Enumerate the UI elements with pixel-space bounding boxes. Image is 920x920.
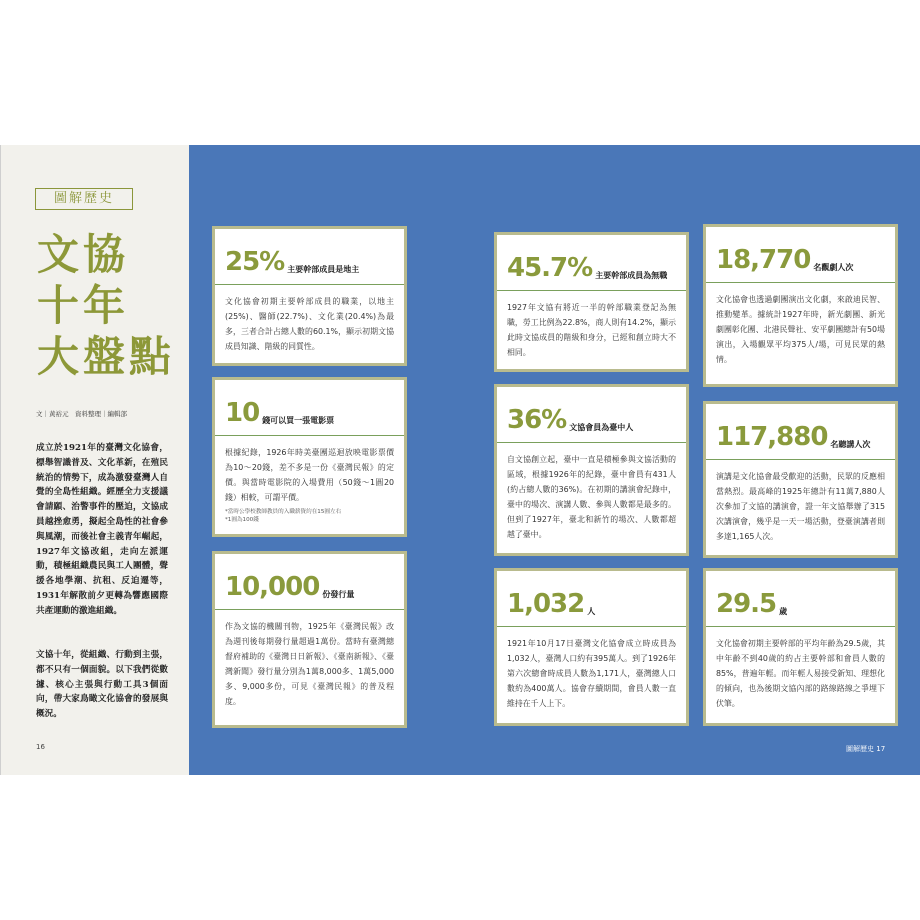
stat-description: 根據紀錄，1926年時美臺團巡迴放映電影票價為10～20錢，差不多是一份《臺灣民報》的定價。與當時電影院的入場費用（50錢～1圓20錢）相較，可謂平價。	[225, 448, 394, 502]
card-header	[497, 235, 686, 291]
stat-number: 36%	[507, 405, 567, 435]
stat-label: 歲	[779, 607, 788, 616]
stat-label: 主要幹部成員是地主	[287, 265, 360, 274]
stat-description: 1927年文協有將近一半的幹部職業登記為無職，勞工比例為22.8%，商人則有14.2%，顯示此時文協成員的階級和身分，已經和創立時大不相同。	[507, 303, 676, 357]
page-title: 文協數據	[206, 26, 378, 73]
stat-description: 1921年10月17日臺灣文化協會成立時成員為1,032人，臺灣人口約有395萬人。到了1926年第六次總會時成員人數為1,171人，臺灣總人口數約為400萬人。協會存續期間，會員人數一直維持在千人上下。	[507, 639, 676, 708]
stat-card-theatre	[703, 224, 898, 387]
card-header	[215, 229, 404, 285]
card-header	[497, 387, 686, 443]
card-header	[706, 227, 895, 283]
stat-label: 人	[587, 607, 596, 616]
intro-paragraph-2: 文協十年，從組織、行動到主張，都不只有一個面貌。以下我們從數據、核心主張與行動工具3個面向，帶大家鳥瞰文化協會的發展與概況。	[36, 650, 168, 720]
card-header	[215, 554, 404, 610]
title-line-1: 文協	[37, 230, 130, 279]
stat-description: 文化協會初期主要幹部成員的職業，以地主(25%)、醫師(22.7%)、文化業(20.4%)為最多，三者合計占總人數的60.1%，顯示初期文協成員知識、階級的同質性。	[225, 297, 394, 351]
footer-section: 圖解歷史	[846, 745, 874, 753]
stat-card-age	[703, 568, 898, 726]
stat-number: 45.7%	[507, 253, 593, 283]
stat-description-wrap	[225, 445, 394, 524]
stat-description: 自文協創立起，臺中一直是積極參與文協活動的區域，根據1926年的紀錄，臺中會員有431人(約占總人數的36%)。在初期的講演會紀錄中，臺中的場次、演講人數、參與人數都是最多的。但到了1927年，臺北和新竹的場次、人數都超越了臺中。	[507, 455, 676, 539]
stat-label: 文協會員為臺中人	[569, 423, 634, 432]
stat-description: 演講是文化協會最受歡迎的活動，民眾的反應相當熱烈。最高峰的1925年總計有11萬7,880人次參加了文協的講演會，證一年文協舉辦了315次講演會，幾乎是一天一場活動，登臺演講者則多達1,165人次。	[716, 472, 885, 541]
stat-description: 文化協會也透過劇團演出文化劇，來啟迪民智、推動變革。據統計1927年時，新光劇團、新光劇團彰化團、北港民聲社、安平劇團總計有50場演出，入場觀眾平均375人/場，可見民眾的熱情。	[716, 295, 885, 364]
stat-footnote-2: *1圓為100錢	[225, 517, 259, 523]
stat-card-circulation	[212, 551, 407, 728]
stat-label: 名聽講人次	[830, 440, 871, 449]
card-header	[706, 571, 895, 627]
stat-description: 文化協會初期主要幹部的平均年齡為29.5歲，其中年齡不到40歲的約占主要幹部和會員人數的85%，普遍年輕。而年輕人易接受新知、理想化的傾向，也為後期文協內部的路線路線之爭埋下伏筆。	[716, 639, 885, 708]
stat-label: 名觀劇人次	[813, 263, 854, 272]
stat-label: 主要幹部成員為無職	[595, 271, 668, 280]
intro-paragraph-1: 成立於1921年的臺灣文化協會，標舉智識普及、文化革新，在殖民統治的情勢下，成為激發臺灣人自覺的全島性組織。經歷全力支援議會請願、治警事件的壓迫，文協成員越挫愈勇，擬起全島性的社會參與風潮，而後社會主義青年崛起，1927年文協改組，走向左派運動，積極組織農民與工人團體，聲援各地學潮、抗租、反迫遷等，1931年解散前夕更轉為響應國際共產運動的激進組織。	[36, 443, 168, 616]
stat-card-movie-ticket	[212, 377, 407, 537]
author-credits: 文｜黃裕元 資料整理｜編輯部	[36, 410, 127, 418]
stat-number: 10	[225, 398, 260, 428]
card-header	[497, 571, 686, 627]
stat-card-lectures	[703, 401, 898, 558]
stat-number: 25%	[225, 247, 285, 277]
left-page	[0, 145, 189, 775]
stat-card-members	[494, 568, 689, 726]
stat-label: 錢可以買一張電影票	[262, 416, 335, 425]
right-page-footer	[846, 744, 885, 754]
stat-footnote-1: *當時公學校教師教員的入職薪資約在15圓左右	[225, 509, 342, 515]
stat-number: 10,000	[225, 572, 320, 602]
stat-card-landlords	[212, 226, 407, 366]
left-page-number: 16	[36, 743, 45, 751]
stat-number: 18,770	[716, 245, 811, 275]
feature-title	[37, 229, 187, 382]
page-intro: 100年前文協正活躍時，知名度究竟如何？舉辦的活動、發行的刊物，能發揮多少影響力呢？或許可以從一些數據入門來窺察，不過，目前關於文協的數據，多是出自於警務機關，也就是當時統治們為眼中盯的執政者的統計。	[556, 32, 907, 69]
stat-card-taichung	[494, 384, 689, 556]
stat-label: 份發行量	[322, 590, 355, 599]
stat-description: 作為文協的機關刊物，1925年《臺灣民報》改為週刊後每期發行量超過1萬份。當時有臺灣總督府補助的《臺灣日日新報》、《臺南新報》、《臺灣新聞》發行量分別為1萬8,000多、1萬5,000多、9,000多份，可見《臺灣民報》的普及程度。	[225, 622, 394, 706]
stat-number: 1,032	[507, 589, 585, 619]
stat-card-unemployed	[494, 232, 689, 372]
stat-number: 29.5	[716, 589, 777, 619]
card-header	[706, 404, 895, 460]
title-line-2: 十年	[37, 281, 130, 330]
title-line-3: 大盤點	[37, 332, 176, 381]
section-badge: 圖解歷史	[35, 188, 133, 210]
right-page-number: 17	[876, 745, 886, 753]
card-header	[215, 380, 404, 436]
stat-number: 117,880	[716, 422, 828, 452]
